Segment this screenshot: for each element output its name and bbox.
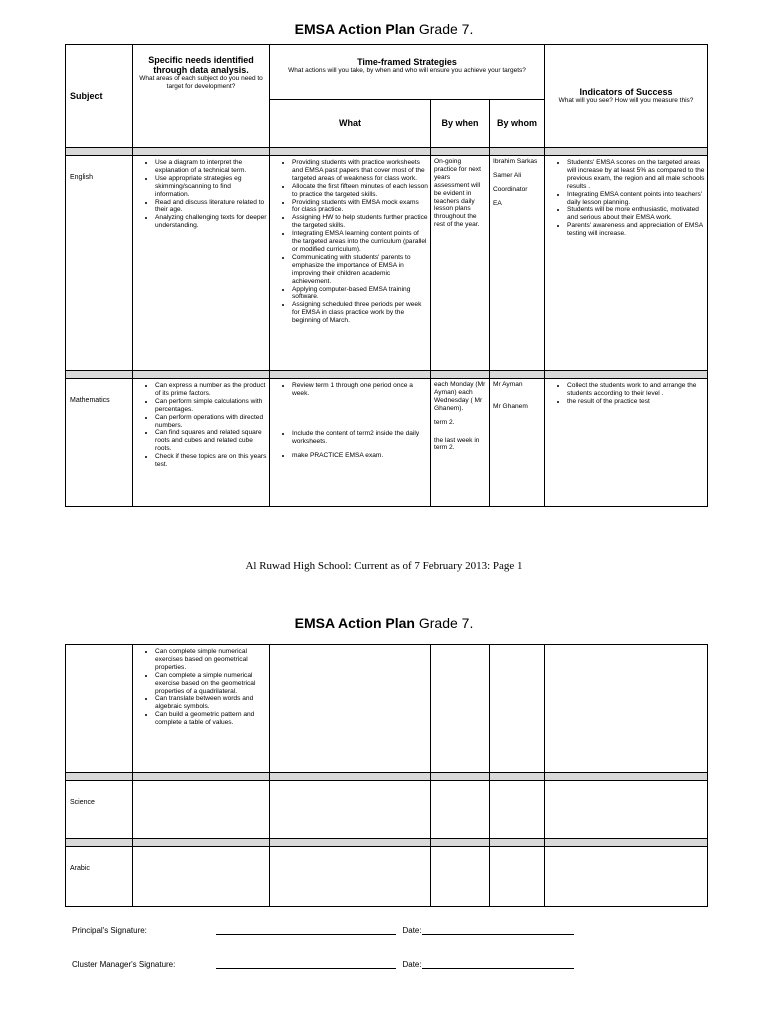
by-whom-text: Mr Ayman (493, 381, 523, 388)
indicators-list (545, 159, 707, 238)
header-strategies (270, 45, 545, 100)
page-title (0, 615, 768, 631)
by-when-cell (431, 156, 490, 371)
header-subject: Subject (66, 45, 133, 148)
by-when-text: each Monday (Mr Ayman) each Wednesday ( Mr Ghanem). (434, 381, 486, 412)
list-item: • Students' EMSA scores on the targeted areas will increase by at least 5% as compared to the previous exam, the region and all male schools results . (567, 159, 705, 191)
header-needs-sub: What areas of each subject do you need to target for development? (139, 75, 263, 90)
separator-row (66, 773, 708, 781)
cluster-signature-row (72, 960, 574, 969)
table-row (66, 847, 708, 907)
by-when-text: the last week in term 2. (434, 436, 480, 452)
list-item: • Applying computer-based EMSA training software. (292, 286, 428, 302)
header-indicators (545, 45, 708, 148)
header-by-whom: By whom (490, 100, 545, 148)
table-row (66, 781, 708, 839)
page-footer: Al Ruwad High School: Current as of 7 February 2013: Page 1 (245, 560, 523, 572)
cluster-date-line[interactable] (422, 960, 574, 969)
list-item: • Providing students with practice worksheets and EMSA past papers that cover most of the targeted areas of weakness for class work. (292, 159, 428, 183)
date-label: Date: (402, 926, 422, 935)
list-item: • Can complete a simple numerical exercise based on the geometrical properties of a quadrilateral. (155, 672, 267, 696)
needs-list (133, 648, 269, 727)
header-what: What (270, 100, 431, 148)
table-row (66, 156, 708, 371)
cluster-signature-label: Cluster Manager's Signature: (72, 960, 176, 969)
title-bold: EMSA Action Plan (294, 615, 415, 631)
header-strategies-sub: What actions will you take, by when and who will ensure you achieve your targets? (288, 67, 526, 74)
table-row (66, 379, 708, 507)
list-item: • Check if these topics are on this years test. (155, 453, 267, 469)
list-item: • Review term 1 through one period once a week. (292, 382, 428, 398)
list-item: • Providing students with EMSA mock exams for class practice. (292, 199, 428, 215)
cluster-signature-line[interactable] (216, 960, 396, 969)
by-whom-text: Mr Ghanem (493, 402, 528, 410)
list-item: • Use a diagram to interpret the explanation of a technical term. (155, 159, 267, 175)
list-item: • Assigning HW to help students further practice the targeted skills. (292, 214, 428, 230)
subject-cell: Science (66, 781, 133, 839)
list-item: • Students will be more enthusiastic, motivated and serious about their EMSA work. (567, 206, 705, 222)
table-row (66, 645, 708, 773)
indicators-list (545, 382, 707, 406)
separator-row (66, 371, 708, 379)
principal-signature-label: Principal's Signature: (72, 926, 147, 935)
by-whom-cell (490, 156, 545, 371)
list-item: • Integrating EMSA content points into teachers' daily lesson planning. (567, 191, 705, 207)
by-when-text: term 2. (434, 418, 455, 426)
header-strategies-title: Time-framed Strategies (357, 57, 457, 67)
list-item: • Read and discuss literature related to their age. (155, 199, 267, 215)
list-item: • Assigning scheduled three periods per week for EMSA in class practice work by the beginning of March. (292, 301, 428, 325)
list-item: • Integrating EMSA learning content points of the targeted areas into the curriculum (parallel or modified curriculum). (292, 230, 428, 254)
list-item: • the result of the practice test (567, 398, 705, 406)
separator-row (66, 148, 708, 156)
title-grade: Grade 7. (418, 615, 474, 631)
subject-cell (66, 645, 133, 773)
title-bold: EMSA Action Plan (294, 21, 415, 37)
header-needs-title: Specific needs identified through data analysis. (148, 55, 254, 75)
by-whom-text: Coordinator (493, 185, 528, 193)
separator-row (66, 839, 708, 847)
list-item: • Can translate between words and algebraic symbols. (155, 695, 267, 711)
needs-list (133, 382, 269, 469)
header-by-when: By when (431, 100, 490, 148)
list-item: • Collect the students work to and arrange the students according to their level . (567, 382, 705, 398)
list-item: • Can find squares and related square roots and cubes and related cube roots. (155, 429, 267, 453)
subject-cell: Mathematics (66, 379, 133, 507)
needs-list (133, 159, 269, 230)
list-item: • Include the content of term2 inside the daily worksheets. (292, 430, 428, 446)
list-item: • Can perform operations with directed numbers. (155, 414, 267, 430)
list-item: • Communicating with students' parents to emphasize the importance of EMSA in improving their children academic achievement. (292, 254, 428, 286)
what-cell (270, 156, 431, 371)
by-whom-text: Samer Ali (493, 171, 522, 179)
title-grade: Grade 7. (418, 21, 474, 37)
needs-cell (133, 645, 270, 773)
by-whom-text: EA (493, 199, 502, 207)
subject-cell: Arabic (66, 847, 133, 907)
needs-cell (133, 156, 270, 371)
by-when-text: On-going practice for next years assessment will be evident in teachers daily lesson plans throughout the rest of the year. (434, 158, 481, 229)
what-list (270, 159, 430, 325)
header-indicators-title: Indicators of Success (579, 87, 673, 98)
list-item: • Can perform simple calculations with percentages. (155, 398, 267, 414)
by-whom-cell (490, 379, 545, 507)
action-plan-table (65, 44, 708, 507)
by-when-cell (431, 379, 490, 507)
what-cell (270, 379, 431, 507)
page-title (0, 21, 768, 37)
list-item: • Parents' awareness and appreciation of EMSA testing will increase. (567, 222, 705, 238)
list-item: • Use appropriate strategies eg skimming/scanning to find information. (155, 175, 267, 199)
indicators-cell (545, 156, 708, 371)
principal-signature-row (72, 926, 574, 935)
principal-date-line[interactable] (422, 926, 574, 935)
needs-cell (133, 379, 270, 507)
header-needs (133, 45, 270, 148)
by-whom-text: Ibrahim Sarkas (493, 158, 538, 165)
subject-cell: English (66, 156, 133, 371)
list-item: • make PRACTICE EMSA exam. (292, 452, 428, 460)
indicators-cell (545, 379, 708, 507)
list-item: • Allocate the first fifteen minutes of each lesson to practice the targeted skills. (292, 183, 428, 199)
list-item: • Analyzing challenging texts for deeper understanding. (155, 214, 267, 230)
what-list (270, 382, 430, 460)
principal-signature-line[interactable] (216, 926, 396, 935)
list-item: • Can express a number as the product of its prime factors. (155, 382, 267, 398)
list-item: • Can complete simple numerical exercises based on geometrical properties. (155, 648, 267, 672)
list-item: • Can build a geometric pattern and complete a table of values. (155, 711, 267, 727)
action-plan-table-continued (65, 644, 708, 907)
date-label: Date: (402, 960, 422, 969)
header-indicators-sub: What will you see? How will you measure this? (558, 97, 694, 105)
